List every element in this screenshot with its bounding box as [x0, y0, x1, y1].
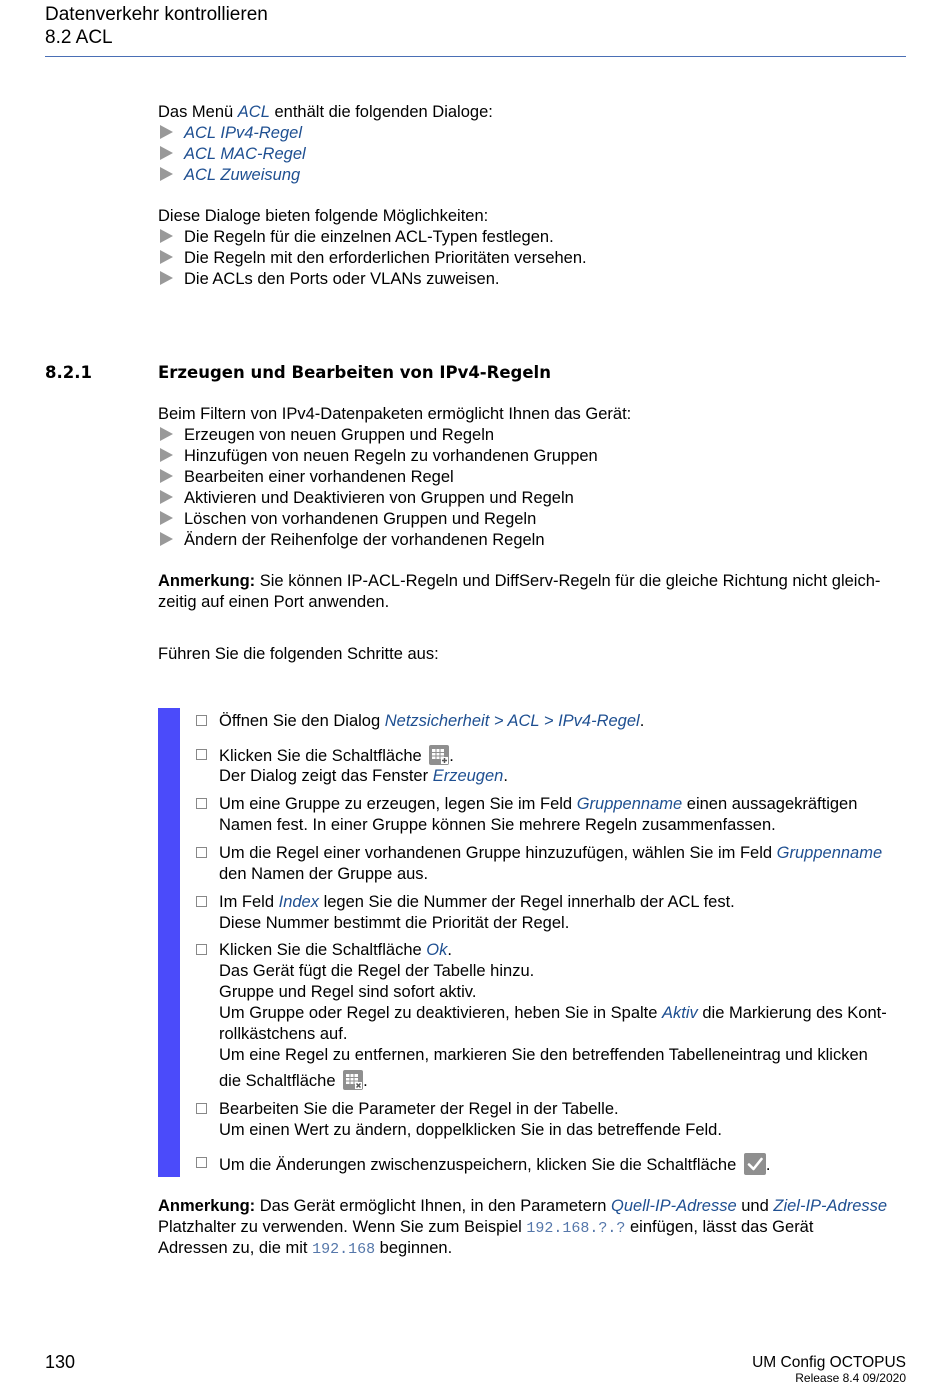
field-name-link: Index — [278, 893, 319, 911]
bullet-arrow-icon — [160, 250, 173, 264]
capability-item — [160, 509, 536, 530]
doc-title: UM Config OCTOPUS — [752, 1354, 906, 1371]
bullet-arrow-icon — [160, 146, 173, 160]
option-item — [160, 269, 500, 290]
note-label: Anmerkung: — [158, 572, 256, 590]
step-text: . — [765, 1156, 771, 1174]
step-text: Klicken Sie die Schaltfläche — [219, 941, 427, 959]
note-label: Anmerkung: — [158, 1197, 256, 1215]
option-item — [160, 248, 587, 269]
step-6-line7 — [219, 1070, 368, 1092]
capability-text: Löschen von vorhandenen Gruppen und Regeln — [184, 510, 537, 528]
note1-line1 — [158, 571, 880, 592]
step-text: Um eine Gruppe zu erzeugen, legen Sie im Feld — [219, 795, 577, 813]
bullet-arrow-icon — [160, 532, 173, 546]
step-text: Der Dialog zeigt das Fenster — [219, 767, 433, 785]
step-checkbox[interactable] — [196, 798, 207, 809]
bullet-arrow-icon — [160, 448, 173, 462]
step-text: Klicken Sie die Schaltfläche — [219, 747, 427, 765]
step-1 — [219, 711, 644, 732]
dialog-link: ACL Zuweisung — [184, 166, 301, 184]
bullet-arrow-icon — [160, 469, 173, 483]
section-lead: Beim Filtern von IPv4-Datenpaketen ermöglicht Ihnen das Gerät: — [158, 405, 632, 423]
intro-line1-pre: Das Menü — [158, 103, 238, 121]
step-text: . — [639, 712, 645, 730]
step-7-line2: Um einen Wert zu ändern, doppelklicken Sie in das betreffende Feld. — [219, 1121, 722, 1139]
note2-text: Adressen zu, die mit — [158, 1239, 313, 1257]
capability-item — [160, 488, 574, 509]
intro-line1-post: enthält die folgenden Dialoge: — [269, 103, 493, 121]
field-name-link: Gruppenname — [576, 795, 683, 813]
bullet-arrow-icon — [160, 490, 173, 504]
param-name-link: Quell-IP-Adresse — [611, 1197, 737, 1215]
step-text: die Schaltfläche — [219, 1072, 341, 1090]
checkmark-icon[interactable] — [744, 1153, 766, 1175]
step-5-line2: Diese Nummer bestimmt die Priorität der Regel. — [219, 914, 570, 932]
step-8 — [219, 1153, 770, 1176]
capability-text: Hinzufügen von neuen Regeln zu vorhandenen Gruppen — [184, 447, 598, 465]
release-info: Release 8.4 09/2020 — [795, 1371, 906, 1385]
note2-text: Das Gerät ermöglicht Ihnen, in den Parametern — [255, 1197, 612, 1215]
step-3-line2: Namen fest. In einer Gruppe können Sie mehrere Regeln zusammenfassen. — [219, 816, 776, 834]
note2-text: Platzhalter zu verwenden. Wenn Sie zum Beispiel — [158, 1218, 527, 1236]
step-text: legen Sie die Nummer der Regel innerhalb der ACL fest. — [318, 893, 735, 911]
option-item — [160, 227, 554, 248]
step-6-line4 — [219, 1003, 887, 1024]
capability-item — [160, 467, 454, 488]
capability-text: Ändern der Reihenfolge der vorhandenen Regeln — [184, 531, 545, 549]
step-2 — [219, 745, 454, 767]
capability-item — [160, 530, 545, 551]
dialog-link: ACL IPv4-Regel — [184, 124, 303, 142]
step-6-line3: Gruppe und Regel sind sofort aktiv. — [219, 983, 477, 1001]
step-3 — [219, 794, 857, 815]
step-text: . — [447, 941, 452, 959]
note2-text: einfügen, lässt das Gerät — [625, 1218, 814, 1236]
step-checkbox[interactable] — [196, 1103, 207, 1114]
dialog-item — [160, 144, 306, 165]
step-text: Um die Änderungen zwischenzuspeichern, klicken Sie die Schaltfläche — [219, 1156, 741, 1174]
step-text: . — [503, 767, 508, 785]
capability-item — [160, 425, 494, 446]
step-text: Öffnen Sie den Dialog — [219, 712, 385, 730]
step-4 — [219, 843, 882, 864]
bullet-arrow-icon — [160, 511, 173, 525]
note1-line2: zeitig auf einen Port anwenden. — [158, 593, 390, 611]
intro-acl-link: ACL — [237, 103, 270, 121]
note2-line1 — [158, 1196, 887, 1217]
capability-item — [160, 446, 598, 467]
code-sample: 192.168.?.? — [526, 1220, 626, 1237]
step-6 — [219, 940, 452, 961]
note1-text: Sie können IP-ACL-Regeln und DiffServ-Regeln für die gleiche Richtung nicht gleich- — [255, 572, 881, 590]
capability-text: Erzeugen von neuen Gruppen und Regeln — [184, 426, 495, 444]
step-6-line5: rollkästchens auf. — [219, 1025, 348, 1043]
intro-line2: Diese Dialoge bieten folgende Möglichkeiten: — [158, 207, 489, 225]
intro-line1 — [158, 102, 493, 123]
capability-text: Aktivieren und Deaktivieren von Gruppen und Regeln — [184, 489, 574, 507]
section-number: 8.2.1 — [45, 363, 92, 382]
bullet-arrow-icon — [160, 167, 173, 181]
option-text: Die ACLs den Ports oder VLANs zuweisen. — [184, 270, 500, 288]
param-name-link: Ziel-IP-Adresse — [773, 1197, 888, 1215]
step-checkbox[interactable] — [196, 847, 207, 858]
window-name-link: Erzeugen — [432, 767, 504, 785]
button-name-link: Ok — [426, 941, 448, 959]
table-add-icon[interactable] — [429, 745, 449, 765]
option-text: Die Regeln für die einzelnen ACL-Typen festlegen. — [184, 228, 554, 246]
step-text: einen aussagekräftigen — [682, 795, 858, 813]
step-checkbox[interactable] — [196, 944, 207, 955]
bullet-arrow-icon — [160, 125, 173, 139]
step-checkbox[interactable] — [196, 1157, 207, 1168]
step-checkbox[interactable] — [196, 749, 207, 760]
steps-intro: Führen Sie die folgenden Schritte aus: — [158, 645, 439, 663]
step-text: die Markierung des Kont- — [697, 1004, 887, 1022]
dialog-path-link: Netzsicherheit > ACL > IPv4-Regel — [384, 712, 640, 730]
note2-text: beginnen. — [375, 1239, 453, 1257]
header-chapter: Datenverkehr kontrollieren — [45, 4, 268, 25]
step-4-line2: den Namen der Gruppe aus. — [219, 865, 429, 883]
dialog-item — [160, 165, 300, 186]
step-text: . — [363, 1072, 368, 1090]
step-text: Um die Regel einer vorhandenen Gruppe hinzuzufügen, wählen Sie im Feld — [219, 844, 777, 862]
header-section: 8.2 ACL — [45, 27, 113, 48]
bullet-arrow-icon — [160, 229, 173, 243]
capability-text: Bearbeiten einer vorhandenen Regel — [184, 468, 454, 486]
step-bar — [158, 708, 180, 1177]
note2-line3 — [158, 1238, 452, 1260]
section-title: Erzeugen und Bearbeiten von IPv4-Regeln — [158, 363, 551, 382]
step-text: Im Feld — [219, 893, 279, 911]
page-number: 130 — [45, 1352, 76, 1372]
column-name-link: Aktiv — [662, 1004, 698, 1022]
step-checkbox[interactable] — [196, 896, 207, 907]
step-6-line6: Um eine Regel zu entfernen, markieren Sie den betreffenden Tabelleneintrag und klicken — [219, 1046, 868, 1064]
step-2-result — [219, 766, 508, 787]
step-text: Um Gruppe oder Regel zu deaktivieren, heben Sie in Spalte — [219, 1004, 663, 1022]
dialog-item — [160, 123, 302, 144]
bullet-arrow-icon — [160, 427, 173, 441]
note2-text: und — [736, 1197, 774, 1215]
bullet-arrow-icon — [160, 271, 173, 285]
header-rule — [45, 56, 906, 57]
option-text: Die Regeln mit den erforderlichen Prioritäten versehen. — [184, 249, 587, 267]
step-6-line2: Das Gerät fügt die Regel der Tabelle hinzu. — [219, 962, 535, 980]
field-name-link: Gruppenname — [776, 844, 883, 862]
step-7: Bearbeiten Sie die Parameter der Regel in der Tabelle. — [219, 1100, 619, 1118]
note2-line2 — [158, 1217, 813, 1239]
step-text: . — [449, 747, 454, 765]
dialog-link: ACL MAC-Regel — [184, 145, 306, 163]
step-checkbox[interactable] — [196, 715, 207, 726]
code-sample: 192.168 — [312, 1241, 376, 1258]
step-5 — [219, 892, 735, 913]
table-delete-icon[interactable] — [343, 1070, 363, 1090]
